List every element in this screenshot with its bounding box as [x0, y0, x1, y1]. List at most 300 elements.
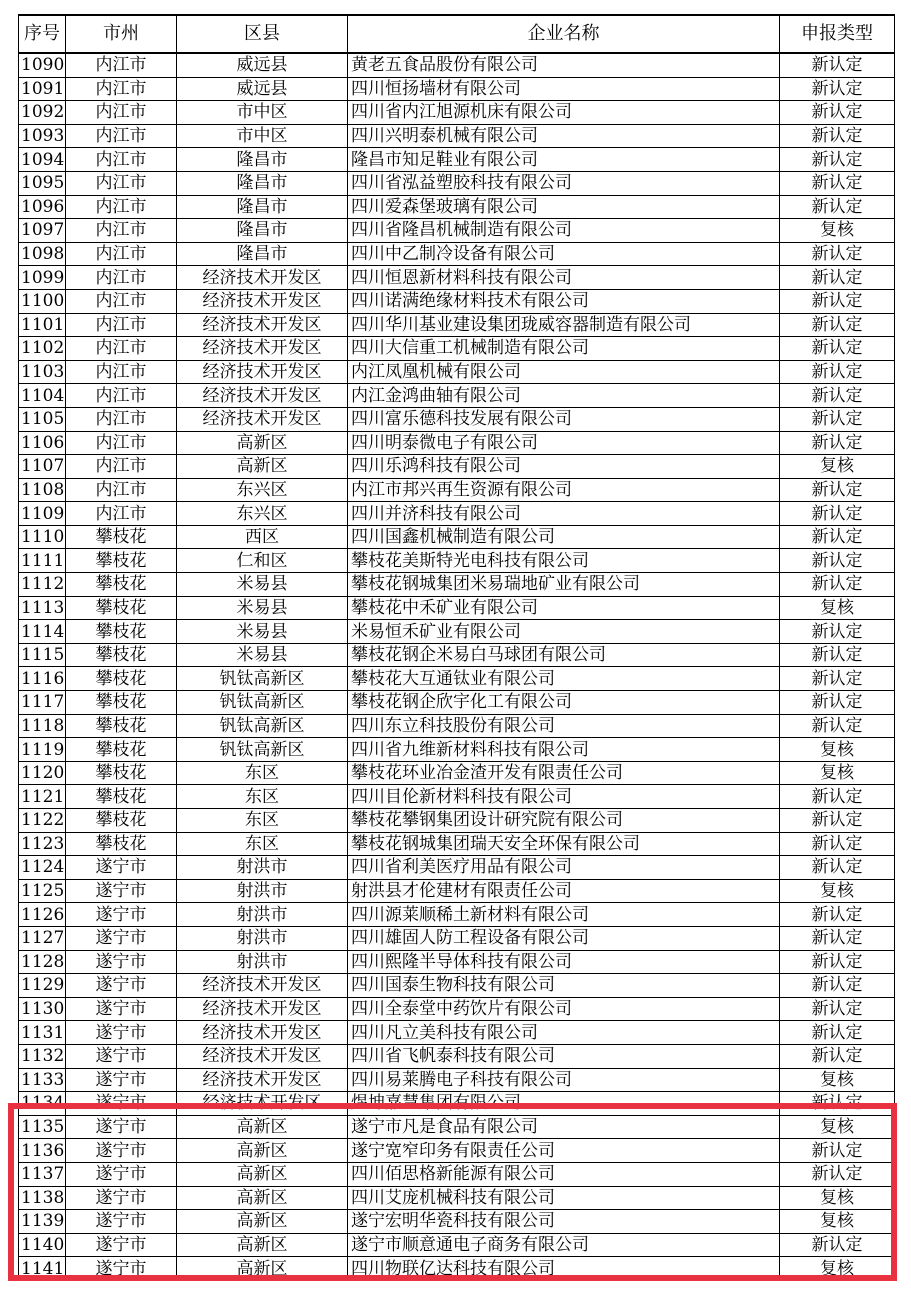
cell-district: 经济技术开发区: [177, 337, 348, 361]
table-row: [19, 478, 895, 502]
cell-application-type: 新认定: [780, 1044, 895, 1068]
cell-district: 经济技术开发区: [177, 384, 348, 408]
cell-application-type: 复核: [780, 761, 895, 785]
cell-application-type: 新认定: [780, 926, 895, 950]
cell-serial-number: 1112: [19, 573, 66, 597]
cell-serial-number: 1090: [19, 53, 66, 77]
table-row: [19, 926, 895, 950]
cell-city: 遂宁市: [66, 1210, 177, 1234]
cell-city: 内江市: [66, 171, 177, 195]
cell-city: 内江市: [66, 502, 177, 526]
cell-application-type: 新认定: [780, 289, 895, 313]
table-row: [19, 124, 895, 148]
cell-company-name: 攀枝花美斯特光电科技有限公司: [348, 549, 780, 573]
cell-serial-number: 1118: [19, 714, 66, 738]
cell-district: 高新区: [177, 1186, 348, 1210]
cell-city: 遂宁市: [66, 1162, 177, 1186]
cell-district: 经济技术开发区: [177, 360, 348, 384]
cell-company-name: 遂宁市凡是食品有限公司: [348, 1115, 780, 1139]
cell-application-type: 新认定: [780, 53, 895, 77]
cell-company-name: 攀枝花中禾矿业有限公司: [348, 596, 780, 620]
cell-district: 东区: [177, 809, 348, 833]
cell-application-type: 新认定: [780, 549, 895, 573]
cell-serial-number: 1133: [19, 1068, 66, 1092]
cell-city: 内江市: [66, 407, 177, 431]
table-row: [19, 643, 895, 667]
cell-serial-number: 1141: [19, 1257, 66, 1281]
cell-application-type: 新认定: [780, 407, 895, 431]
cell-city: 内江市: [66, 219, 177, 243]
cell-application-type: 复核: [780, 1210, 895, 1234]
table-row: [19, 549, 895, 573]
cell-company-name: 内江市邦兴再生资源有限公司: [348, 478, 780, 502]
table-row: [19, 879, 895, 903]
cell-city: 内江市: [66, 101, 177, 125]
table-row: [19, 1021, 895, 1045]
cell-district: 钒钛高新区: [177, 714, 348, 738]
cell-district: 射洪市: [177, 926, 348, 950]
cell-company-name: 攀枝花大互通钛业有限公司: [348, 667, 780, 691]
cell-serial-number: 1094: [19, 148, 66, 172]
cell-city: 遂宁市: [66, 997, 177, 1021]
cell-city: 遂宁市: [66, 1115, 177, 1139]
cell-application-type: 新认定: [780, 903, 895, 927]
cell-application-type: 新认定: [780, 313, 895, 337]
cell-city: 攀枝花: [66, 761, 177, 785]
cell-serial-number: 1131: [19, 1021, 66, 1045]
cell-city: 遂宁市: [66, 903, 177, 927]
cell-district: 高新区: [177, 1257, 348, 1281]
cell-city: 攀枝花: [66, 714, 177, 738]
cell-city: 遂宁市: [66, 1092, 177, 1116]
cell-district: 经济技术开发区: [177, 313, 348, 337]
cell-district: 高新区: [177, 431, 348, 455]
cell-district: 东兴区: [177, 478, 348, 502]
table-row: [19, 1115, 895, 1139]
cell-serial-number: 1108: [19, 478, 66, 502]
cell-city: 攀枝花: [66, 667, 177, 691]
cell-application-type: 新认定: [780, 643, 895, 667]
cell-company-name: 攀枝花钢城集团瑞天安全环保有限公司: [348, 832, 780, 856]
cell-serial-number: 1104: [19, 384, 66, 408]
cell-company-name: 四川省内江旭源机床有限公司: [348, 101, 780, 125]
table-row: [19, 525, 895, 549]
table-body: [19, 53, 895, 1280]
cell-serial-number: 1137: [19, 1162, 66, 1186]
cell-application-type: 新认定: [780, 1233, 895, 1257]
cell-serial-number: 1115: [19, 643, 66, 667]
cell-company-name: 四川诺满绝缘材料技术有限公司: [348, 289, 780, 313]
cell-company-name: 遂宁宽窄印务有限责任公司: [348, 1139, 780, 1163]
cell-district: 经济技术开发区: [177, 289, 348, 313]
cell-serial-number: 1124: [19, 856, 66, 880]
cell-application-type: 新认定: [780, 360, 895, 384]
cell-serial-number: 1126: [19, 903, 66, 927]
cell-district: 高新区: [177, 1162, 348, 1186]
cell-application-type: 新认定: [780, 171, 895, 195]
cell-city: 遂宁市: [66, 1233, 177, 1257]
cell-serial-number: 1132: [19, 1044, 66, 1068]
cell-serial-number: 1116: [19, 667, 66, 691]
table-row: [19, 1092, 895, 1116]
cell-company-name: 四川明泰微电子有限公司: [348, 431, 780, 455]
cell-serial-number: 1128: [19, 950, 66, 974]
cell-district: 钒钛高新区: [177, 667, 348, 691]
cell-application-type: 新认定: [780, 856, 895, 880]
cell-application-type: 新认定: [780, 785, 895, 809]
header-application-type: 申报类型: [780, 15, 895, 53]
cell-serial-number: 1127: [19, 926, 66, 950]
cell-city: 攀枝花: [66, 809, 177, 833]
cell-serial-number: 1100: [19, 289, 66, 313]
cell-city: 内江市: [66, 313, 177, 337]
cell-company-name: 四川省九维新材料科技有限公司: [348, 738, 780, 762]
cell-city: 遂宁市: [66, 974, 177, 998]
cell-city: 遂宁市: [66, 1068, 177, 1092]
table-row: [19, 997, 895, 1021]
cell-company-name: 四川艾庞机械科技有限公司: [348, 1186, 780, 1210]
cell-application-type: 新认定: [780, 997, 895, 1021]
cell-application-type: 复核: [780, 219, 895, 243]
table-row: [19, 785, 895, 809]
cell-serial-number: 1140: [19, 1233, 66, 1257]
cell-application-type: 新认定: [780, 242, 895, 266]
table-row: [19, 832, 895, 856]
cell-serial-number: 1139: [19, 1210, 66, 1234]
cell-serial-number: 1093: [19, 124, 66, 148]
cell-city: 内江市: [66, 124, 177, 148]
cell-application-type: 新认定: [780, 478, 895, 502]
cell-district: 东兴区: [177, 502, 348, 526]
cell-application-type: 新认定: [780, 148, 895, 172]
cell-city: 遂宁市: [66, 1021, 177, 1045]
cell-company-name: 四川省泓益塑胶科技有限公司: [348, 171, 780, 195]
cell-company-name: 四川物联亿达科技有限公司: [348, 1257, 780, 1281]
cell-application-type: 新认定: [780, 1162, 895, 1186]
cell-serial-number: 1091: [19, 77, 66, 101]
cell-serial-number: 1120: [19, 761, 66, 785]
cell-district: 市中区: [177, 101, 348, 125]
cell-company-name: 遂宁宏明华瓷科技有限公司: [348, 1210, 780, 1234]
cell-application-type: 复核: [780, 1186, 895, 1210]
cell-city: 遂宁市: [66, 1044, 177, 1068]
cell-application-type: 新认定: [780, 620, 895, 644]
table-row: [19, 195, 895, 219]
cell-serial-number: 1129: [19, 974, 66, 998]
cell-company-name: 攀枝花钢城集团米易瑞地矿业有限公司: [348, 573, 780, 597]
cell-district: 米易县: [177, 643, 348, 667]
cell-company-name: 四川省隆昌机械制造有限公司: [348, 219, 780, 243]
cell-company-name: 攀枝花攀钢集团设计研究院有限公司: [348, 809, 780, 833]
table-row: [19, 691, 895, 715]
cell-serial-number: 1096: [19, 195, 66, 219]
cell-serial-number: 1117: [19, 691, 66, 715]
table-row: [19, 360, 895, 384]
cell-district: 高新区: [177, 1210, 348, 1234]
table-row: [19, 809, 895, 833]
cell-company-name: 四川熙隆半导体科技有限公司: [348, 950, 780, 974]
cell-city: 内江市: [66, 360, 177, 384]
cell-city: 内江市: [66, 478, 177, 502]
cell-application-type: 新认定: [780, 337, 895, 361]
cell-city: 内江市: [66, 242, 177, 266]
table-row: [19, 714, 895, 738]
table-row: [19, 974, 895, 998]
header-city: 市州: [66, 15, 177, 53]
cell-city: 攀枝花: [66, 525, 177, 549]
cell-district: 射洪市: [177, 950, 348, 974]
cell-city: 内江市: [66, 289, 177, 313]
cell-company-name: 四川大信重工机械制造有限公司: [348, 337, 780, 361]
cell-application-type: 新认定: [780, 266, 895, 290]
cell-application-type: 新认定: [780, 667, 895, 691]
table-row: [19, 502, 895, 526]
cell-serial-number: 1123: [19, 832, 66, 856]
table-row: [19, 573, 895, 597]
cell-city: 内江市: [66, 266, 177, 290]
cell-company-name: 四川恒恩新材料科技有限公司: [348, 266, 780, 290]
cell-application-type: 新认定: [780, 573, 895, 597]
cell-city: 攀枝花: [66, 573, 177, 597]
cell-district: 威远县: [177, 53, 348, 77]
cell-city: 攀枝花: [66, 738, 177, 762]
cell-district: 射洪市: [177, 903, 348, 927]
cell-district: 经济技术开发区: [177, 974, 348, 998]
cell-serial-number: 1119: [19, 738, 66, 762]
cell-city: 攀枝花: [66, 549, 177, 573]
table-row: [19, 77, 895, 101]
cell-company-name: 四川富乐德科技发展有限公司: [348, 407, 780, 431]
table-row: [19, 101, 895, 125]
cell-application-type: 新认定: [780, 384, 895, 408]
cell-serial-number: 1106: [19, 431, 66, 455]
cell-serial-number: 1107: [19, 455, 66, 479]
cell-company-name: 四川乐鸿科技有限公司: [348, 455, 780, 479]
table-row: [19, 171, 895, 195]
cell-district: 高新区: [177, 1139, 348, 1163]
cell-application-type: 复核: [780, 1115, 895, 1139]
table-row: [19, 1068, 895, 1092]
cell-district: 经济技术开发区: [177, 1021, 348, 1045]
table-row: [19, 620, 895, 644]
cell-district: 经济技术开发区: [177, 1044, 348, 1068]
cell-company-name: 四川恒扬墙材有限公司: [348, 77, 780, 101]
table-row: [19, 1044, 895, 1068]
cell-district: 隆昌市: [177, 195, 348, 219]
cell-application-type: 新认定: [780, 77, 895, 101]
table-row: [19, 1186, 895, 1210]
table-row: [19, 1257, 895, 1281]
cell-company-name: 煜坤嘉慧集团有限公司: [348, 1092, 780, 1116]
cell-company-name: 四川凡立美科技有限公司: [348, 1021, 780, 1045]
cell-serial-number: 1102: [19, 337, 66, 361]
table-row: [19, 337, 895, 361]
cell-city: 攀枝花: [66, 785, 177, 809]
cell-serial-number: 1121: [19, 785, 66, 809]
cell-company-name: 四川中乙制冷设备有限公司: [348, 242, 780, 266]
cell-serial-number: 1109: [19, 502, 66, 526]
cell-company-name: 射洪县才伦建材有限责任公司: [348, 879, 780, 903]
cell-district: 东区: [177, 761, 348, 785]
cell-company-name: 四川东立科技股份有限公司: [348, 714, 780, 738]
cell-application-type: 复核: [780, 596, 895, 620]
cell-application-type: 复核: [780, 738, 895, 762]
cell-serial-number: 1134: [19, 1092, 66, 1116]
cell-serial-number: 1110: [19, 525, 66, 549]
cell-district: 隆昌市: [177, 242, 348, 266]
cell-district: 东区: [177, 785, 348, 809]
table-row: [19, 761, 895, 785]
cell-application-type: 新认定: [780, 1021, 895, 1045]
cell-application-type: 新认定: [780, 974, 895, 998]
table-row: [19, 266, 895, 290]
cell-serial-number: 1097: [19, 219, 66, 243]
cell-application-type: 复核: [780, 1257, 895, 1281]
cell-company-name: 四川目伦新材料科技有限公司: [348, 785, 780, 809]
table-row: [19, 950, 895, 974]
cell-city: 内江市: [66, 195, 177, 219]
header-serial-number: 序号: [19, 15, 66, 53]
cell-city: 遂宁市: [66, 1186, 177, 1210]
cell-district: 米易县: [177, 620, 348, 644]
cell-application-type: 新认定: [780, 101, 895, 125]
cell-district: 东区: [177, 832, 348, 856]
cell-application-type: 新认定: [780, 1092, 895, 1116]
cell-application-type: 新认定: [780, 714, 895, 738]
cell-application-type: 新认定: [780, 195, 895, 219]
cell-serial-number: 1136: [19, 1139, 66, 1163]
cell-city: 攀枝花: [66, 691, 177, 715]
cell-company-name: 隆昌市知足鞋业有限公司: [348, 148, 780, 172]
cell-company-name: 遂宁市顺意通电子商务有限公司: [348, 1233, 780, 1257]
cell-application-type: 新认定: [780, 502, 895, 526]
cell-district: 经济技术开发区: [177, 407, 348, 431]
table-row: [19, 455, 895, 479]
cell-district: 市中区: [177, 124, 348, 148]
cell-district: 隆昌市: [177, 148, 348, 172]
table-row: [19, 431, 895, 455]
cell-district: 高新区: [177, 1233, 348, 1257]
cell-application-type: 复核: [780, 1068, 895, 1092]
cell-application-type: 新认定: [780, 431, 895, 455]
cell-application-type: 新认定: [780, 525, 895, 549]
cell-city: 内江市: [66, 77, 177, 101]
cell-company-name: 黄老五食品股份有限公司: [348, 53, 780, 77]
table-row: [19, 219, 895, 243]
cell-city: 内江市: [66, 337, 177, 361]
cell-district: 经济技术开发区: [177, 1068, 348, 1092]
cell-city: 内江市: [66, 384, 177, 408]
table-row: [19, 242, 895, 266]
cell-district: 米易县: [177, 596, 348, 620]
cell-company-name: 攀枝花环业冶金渣开发有限责任公司: [348, 761, 780, 785]
cell-company-name: 四川兴明泰机械有限公司: [348, 124, 780, 148]
cell-district: 钒钛高新区: [177, 691, 348, 715]
cell-district: 威远县: [177, 77, 348, 101]
cell-company-name: 四川源莱顺稀土新材料有限公司: [348, 903, 780, 927]
cell-company-name: 四川易莱腾电子科技有限公司: [348, 1068, 780, 1092]
table-row: [19, 289, 895, 313]
table-row: [19, 407, 895, 431]
cell-serial-number: 1114: [19, 620, 66, 644]
cell-city: 攀枝花: [66, 832, 177, 856]
table-row: [19, 313, 895, 337]
cell-serial-number: 1099: [19, 266, 66, 290]
cell-serial-number: 1138: [19, 1186, 66, 1210]
cell-serial-number: 1125: [19, 879, 66, 903]
table-row: [19, 148, 895, 172]
cell-serial-number: 1111: [19, 549, 66, 573]
cell-district: 隆昌市: [177, 171, 348, 195]
cell-application-type: 复核: [780, 879, 895, 903]
table-row: [19, 53, 895, 77]
cell-company-name: 米易恒禾矿业有限公司: [348, 620, 780, 644]
cell-company-name: 内江金鸿曲轴有限公司: [348, 384, 780, 408]
cell-company-name: 四川爱森堡玻璃有限公司: [348, 195, 780, 219]
header-row: [19, 15, 895, 53]
cell-company-name: 内江凤凰机械有限公司: [348, 360, 780, 384]
cell-district: 射洪市: [177, 856, 348, 880]
cell-city: 遂宁市: [66, 856, 177, 880]
table-row: [19, 1210, 895, 1234]
cell-district: 西区: [177, 525, 348, 549]
cell-city: 攀枝花: [66, 620, 177, 644]
cell-district: 高新区: [177, 455, 348, 479]
table-row: [19, 384, 895, 408]
cell-company-name: 四川国鑫机械制造有限公司: [348, 525, 780, 549]
cell-district: 射洪市: [177, 879, 348, 903]
cell-serial-number: 1105: [19, 407, 66, 431]
cell-city: 内江市: [66, 431, 177, 455]
cell-serial-number: 1101: [19, 313, 66, 337]
cell-district: 经济技术开发区: [177, 1092, 348, 1116]
cell-application-type: 新认定: [780, 832, 895, 856]
cell-company-name: 四川省飞帆泰科技有限公司: [348, 1044, 780, 1068]
cell-district: 米易县: [177, 573, 348, 597]
table-row: [19, 1139, 895, 1163]
cell-serial-number: 1113: [19, 596, 66, 620]
header-district: 区县: [177, 15, 348, 53]
cell-company-name: 四川并济科技有限公司: [348, 502, 780, 526]
table-row: [19, 667, 895, 691]
cell-company-name: 四川国泰生物科技有限公司: [348, 974, 780, 998]
cell-application-type: 新认定: [780, 1139, 895, 1163]
cell-company-name: 攀枝花钢企欣宇化工有限公司: [348, 691, 780, 715]
cell-city: 内江市: [66, 53, 177, 77]
table-row: [19, 1233, 895, 1257]
cell-city: 内江市: [66, 148, 177, 172]
cell-application-type: 新认定: [780, 124, 895, 148]
cell-serial-number: 1092: [19, 101, 66, 125]
cell-district: 钒钛高新区: [177, 738, 348, 762]
table-row: [19, 1162, 895, 1186]
cell-serial-number: 1135: [19, 1115, 66, 1139]
cell-city: 遂宁市: [66, 879, 177, 903]
cell-serial-number: 1130: [19, 997, 66, 1021]
cell-city: 遂宁市: [66, 1139, 177, 1163]
cell-serial-number: 1095: [19, 171, 66, 195]
header-company-name: 企业名称: [348, 15, 780, 53]
cell-city: 攀枝花: [66, 596, 177, 620]
cell-district: 经济技术开发区: [177, 266, 348, 290]
cell-company-name: 四川佰思格新能源有限公司: [348, 1162, 780, 1186]
cell-company-name: 攀枝花钢企米易白马球团有限公司: [348, 643, 780, 667]
cell-application-type: 新认定: [780, 691, 895, 715]
cell-application-type: 复核: [780, 455, 895, 479]
cell-district: 隆昌市: [177, 219, 348, 243]
cell-city: 遂宁市: [66, 950, 177, 974]
cell-district: 高新区: [177, 1115, 348, 1139]
